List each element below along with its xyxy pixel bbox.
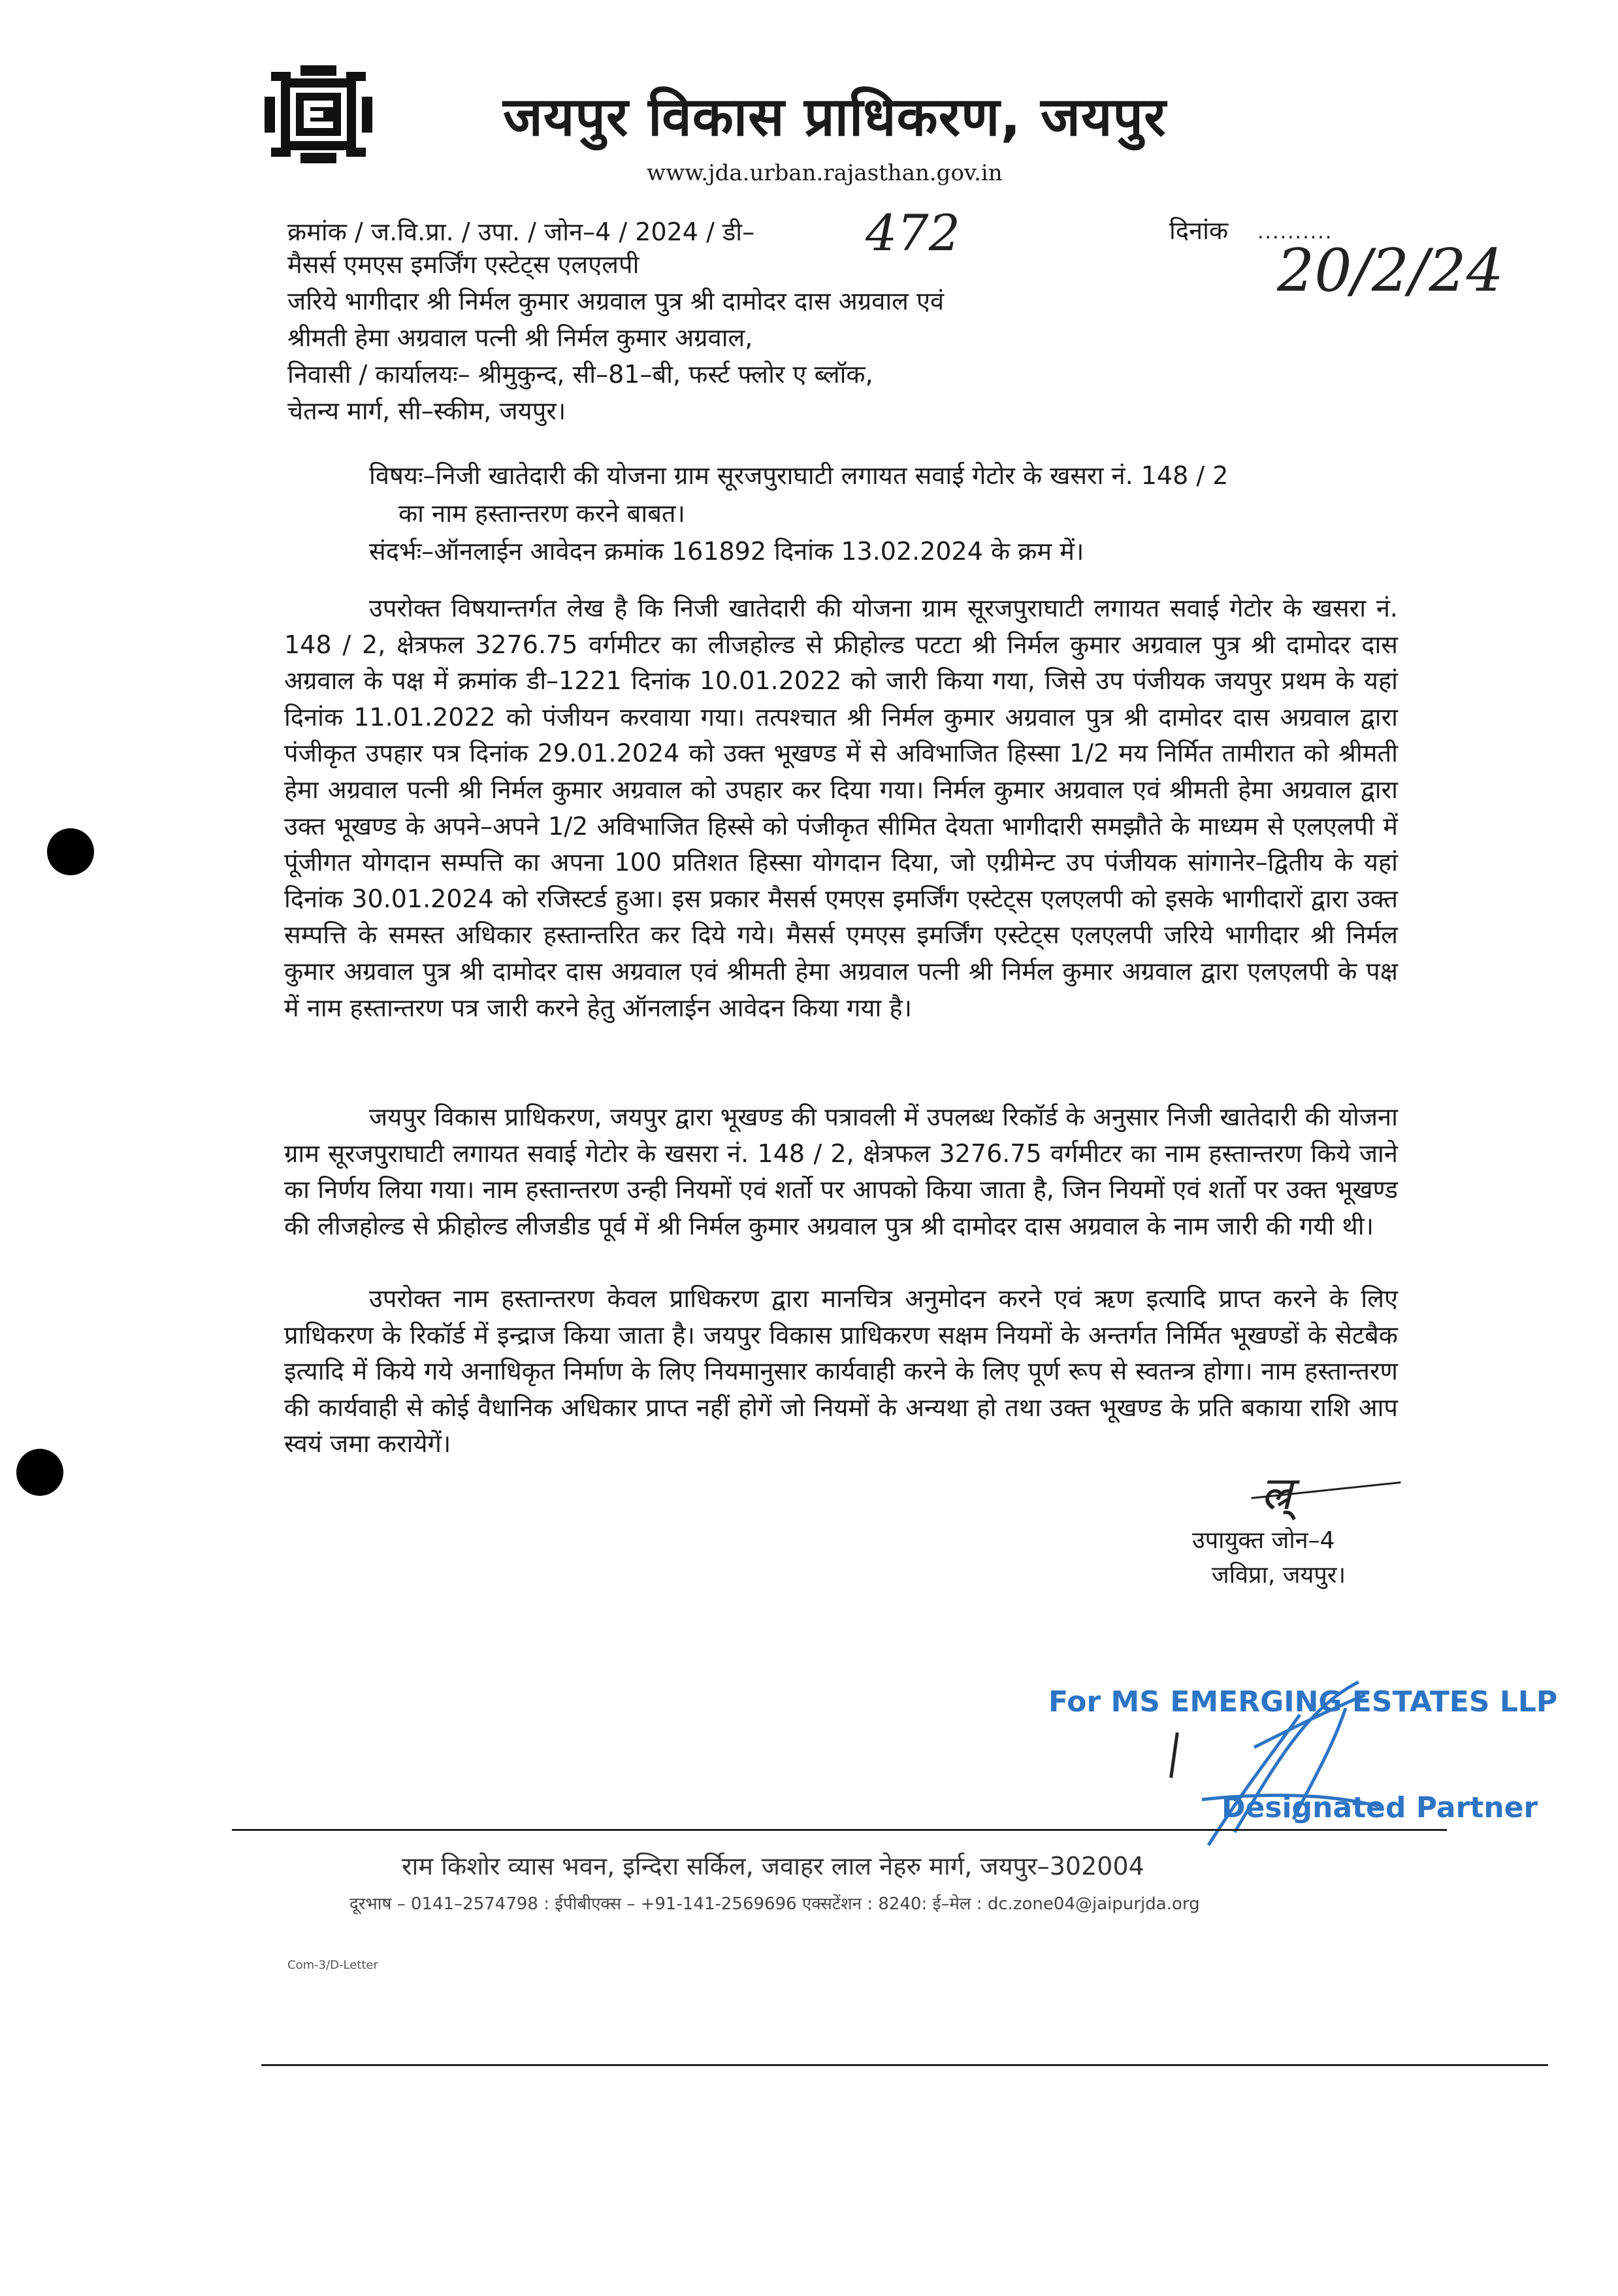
addressee-line: निवासी / कार्यालयः– श्रीमुकुन्द, सी–81–बी, फर्स्ट फ्लोर ए ब्लॉक,: [287, 360, 873, 389]
partner-signature: [1163, 1669, 1437, 1865]
company-stamp: For MS EMERGING ESTATES LLP: [1048, 1685, 1558, 1719]
signatory-designation: उपायुक्त जोन–4: [1192, 1527, 1335, 1554]
jda-logo-icon: [265, 65, 372, 163]
signatory-office: जविप्रा, जयपुर।: [1212, 1562, 1346, 1589]
form-code: Com-3/D-Letter: [287, 1958, 378, 1972]
bottom-divider: [261, 2064, 1548, 2066]
punch-hole: [47, 828, 94, 875]
punch-hole: [16, 1449, 63, 1496]
body-paragraph: जयपुर विकास प्राधिकरण, जयपुर द्वारा भूखण्ड की पत्रावली में उपलब्ध रिकॉर्ड के अनुसार निजी खातेदारी की योजना ग्राम सूरजपुराघाटी लगायत सवाई गेटोर के खसरा नं. 148 / 2, क्षेत्रफल 3276.75 वर्गमीटर का नाम हस्तान्तरण किये जाने का निर्णय लिया गया। नाम हस्तान्तरण उन्ही नियमों एवं शर्तो पर आपको किया जाता है, जिन नियमों एवं शर्तो पर उक्त भूखण्ड की लीजहोल्ड से फ्रीहोल्ड लीजडीड पूर्व में श्री निर्मल कुमार अग्रवाल पुत्र श्री दामोदर दास अग्रवाल के नाम जारी की गयी थी।: [284, 1103, 1398, 1240]
addressee-line: जरिये भागीदार श्री निर्मल कुमार अग्रवाल पुत्र श्री दामोदर दास अग्रवाल एवं: [287, 287, 945, 315]
addressee-line: श्रीमती हेमा अग्रवाल पत्नी श्री निर्मल कुमार अग्रवाल,: [287, 323, 753, 352]
date-label: दिनांक: [1169, 216, 1229, 245]
official-signature: ल्र्: [1261, 1466, 1293, 1520]
website-url: www.jda.urban.rajasthan.gov.in: [647, 160, 1003, 186]
body-paragraph: उपरोक्त विषयान्तर्गत लेख है कि निजी खातेदारी की योजना ग्राम सूरजपुराघाटी लगायत सवाई गेटोर के खसरा नं. 148 / 2, क्षेत्रफल 3276.75 वर्गमीटर का लीजहोल्ड से फ्रीहोल्ड पटटा श्री निर्मल कुमार अग्रवाल पुत्र श्री दामोदर दास अग्रवाल के पक्ष में क्रमांक डी–1221 दिनांक 10.01.2022 को जारी किया गया, जिसे उप पंजीयक जयपुर प्रथम के यहां दिनांक 11.01.2022 को पंजीयन करवाया गया। तत्पश्चात श्री निर्मल कुमार अग्रवाल पुत्र श्री दामोदर दास अग्रवाल द्वारा पंजीकृत उपहार पत्र दिनांक 29.01.2024 को उक्त भूखण्ड में से अविभाजित हिस्सा 1/2 मय निर्मित तामीरात को श्रीमती हेमा अग्रवाल पत्नी श्री निर्मल कुमार अग्रवाल को उपहार कर दिया गया। निर्मल कुमार अग्रवाल एवं श्रीमती हेमा अग्रवाल द्वारा उक्त भूखण्ड के अपने–अपने 1/2 अविभाजित हिस्से को पंजीकृत सीमित देयता भागीदारी समझौते के माध्यम से एलएलपी में पूंजीगत योगदान सम्पत्ति का अपना 100 प्रतिशत हिस्सा योगदान दिया, जो एग्रीमेन्ट उप पंजीयक सांगानेर–द्वितीय के यहां दिनांक 30.01.2024 को रजिस्टर्ड हुआ। इस प्रकार मैसर्स एमएस इमर्जिंग एस्टेट्स एलएलपी को इसके भागीदारों द्वारा उक्त सम्पत्ति के समस्त अधिकार हस्तान्तरित कर दिये गये। मैसर्स एमएस इमर्जिंग एस्टेट्स एलएलपी जरिये भागीदार श्री निर्मल कुमार अग्रवाल पुत्र श्री दामोदर दास अग्रवाल एवं श्रीमती हेमा अग्रवाल पत्नी श्री निर्मल कुमार अग्रवाल द्वारा एलएलपी के पक्ष में नाम हस्तान्तरण पत्र जारी करने हेतु ऑनलाईन आवेदन किया गया है।: [284, 594, 1398, 1022]
date-dots: ..........: [1257, 221, 1333, 244]
addressee-line: चेतन्य मार्ग, सी–स्कीम, जयपुर।: [287, 396, 566, 425]
subject-line: विषयः–निजी खातेदारी की योजना ग्राम सूरजपुराघाटी लगायत सवाई गेटोर के खसरा नं. 148 / 2: [369, 461, 1229, 490]
reference-number: क्रमांक / ज.वि.प्रा. / उपा. / जोन–4 / 2024 / डी–: [287, 218, 755, 246]
addressee-line: मैसर्स एमएस इमर्जिंग एस्टेट्स एलएलपी: [287, 250, 639, 279]
footer-contact: दूरभाष – 0141–2574798 : ईपीबीएक्स – +91-141-2569696 एक्सटेंशन : 8240: ई–मेल : dc.zone04@jaipurjda.org: [349, 1894, 1200, 1914]
reference-line: संदर्भः–ऑनलाईन आवेदन क्रमांक 161892 दिनांक 13.02.2024 के क्रम में।: [369, 537, 1084, 566]
handwritten-reference-number: 472: [866, 204, 961, 262]
footer-divider: [232, 1829, 1447, 1831]
footer-address: राम किशोर व्यास भवन, इन्दिरा सर्किल, जवाहर लाल नेहरु मार्ग, जयपुर–302004: [402, 1852, 1144, 1881]
handwritten-date: 20/2/24: [1277, 236, 1504, 305]
organization-title: जयपुर विकास प्राधिकरण, जयपुर: [503, 86, 1167, 148]
subject-line: का नाम हस्तान्तरण करने बाबत।: [398, 499, 685, 528]
partner-designation: Designated Partner: [1222, 1791, 1538, 1824]
body-paragraph: उपरोक्त नाम हस्तान्तरण केवल प्राधिकरण द्वारा मानचित्र अनुमोदन करने एवं ऋण इत्यादि प्राप्त करने के लिए प्राधिकरण के रिकॉर्ड में इन्द्राज किया जाता है। जयपुर विकास प्राधिकरण सक्षम नियमों के अन्तर्गत निर्मित भूखण्डों के सेटबैक इत्यादि में किये गये अनाधिकृत निर्माण के लिए नियमानुसार कार्यवाही करने के लिए पूर्ण रूप से स्वतन्त्र होगा। नाम हस्तान्तरण की कार्यवाही से कोई वैधानिक अधिकार प्राप्त नहीं होगें जो नियमों के अन्यथा हो तथा उक्त भूखण्ड के प्रति बकाया राशि आप स्वयं जमा करायेगें।: [284, 1284, 1398, 1459]
